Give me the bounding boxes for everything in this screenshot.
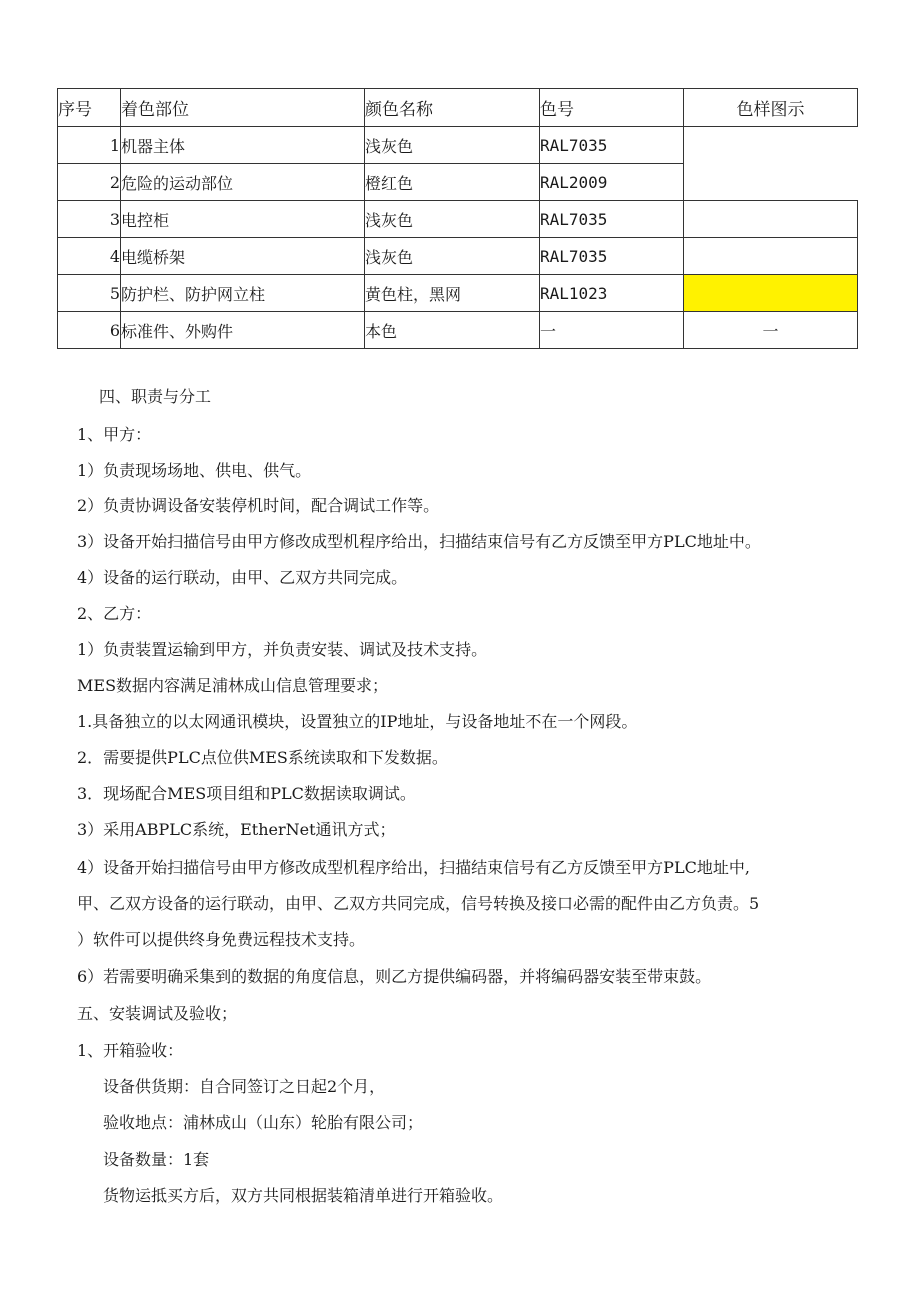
cell-no: 1 <box>58 127 121 164</box>
section-heading-installation: 五、安装调试及验收； <box>77 1004 238 1023</box>
cell-color-code: RAL1023 <box>540 275 684 312</box>
cell-color-name: 橙红色 <box>365 164 540 201</box>
header-color-code: 色号 <box>540 89 684 127</box>
text-line: 3．现场配合MES项目组和PLC数据读取调试。 <box>77 784 416 803</box>
table-row <box>58 312 858 349</box>
text-line: 3）采用ABPLC系统，EtherNet通讯方式； <box>77 820 396 839</box>
text-line: 2）负责协调设备安装停机时间，配合调试工作等。 <box>77 496 440 515</box>
header-color-name: 颜色名称 <box>365 89 540 127</box>
cell-color-name: 黄色柱，黑网 <box>365 275 540 312</box>
cell-part: 电控柜 <box>121 201 365 238</box>
text-line: ）软件可以提供终身免费远程技术支持。 <box>77 930 366 949</box>
cell-part: 电缆桥架 <box>121 238 365 275</box>
cell-no: 4 <box>58 238 121 275</box>
text-line: 甲、乙双方设备的运行联动，由甲、乙双方共同完成，信号转换及接口必需的配件由乙方负责。5 <box>77 894 760 913</box>
cell-no: 5 <box>58 275 121 312</box>
table-row <box>58 164 858 201</box>
cell-swatch-yellow <box>684 275 858 312</box>
cell-color-code: RAL7035 <box>540 238 684 275</box>
text-line: 验收地点：浦林成山（山东）轮胎有限公司； <box>103 1113 424 1132</box>
cell-color-name: 本色 <box>365 312 540 349</box>
text-line: 1）负责现场场地、供电、供气。 <box>77 461 312 480</box>
cell-swatch <box>684 201 858 238</box>
table-row <box>58 127 858 164</box>
header-part: 着色部位 <box>121 89 365 127</box>
subheading-unpacking: 1、开箱验收： <box>77 1041 184 1060</box>
subheading-party-b: 2、乙方： <box>77 604 152 623</box>
cell-no: 6 <box>58 312 121 349</box>
table-row <box>58 201 858 238</box>
section-heading-duties: 四、职责与分工 <box>99 387 212 406</box>
text-line: 4）设备的运行联动，由甲、乙双方共同完成。 <box>77 568 408 587</box>
table-row <box>58 238 858 275</box>
text-line: 货物运抵买方后，双方共同根据装箱清单进行开箱验收。 <box>103 1186 504 1205</box>
cell-swatch <box>684 238 858 275</box>
color-spec-table <box>57 88 858 349</box>
cell-color-name: 浅灰色 <box>365 201 540 238</box>
header-swatch: 色样图示 <box>684 89 858 127</box>
cell-color-code: RAL7035 <box>540 127 684 164</box>
text-line: 1）负责装置运输到甲方，并负责安装、调试及技术支持。 <box>77 640 488 659</box>
text-line: 6）若需要明确采集到的数据的角度信息，则乙方提供编码器，并将编码器安装至带束鼓。 <box>77 967 712 986</box>
header-no: 序号 <box>58 89 121 127</box>
text-line: 1.具备独立的以太网通讯模块，设置独立的IP地址，与设备地址不在一个网段。 <box>77 712 638 731</box>
text-line: 设备供货期：自合同签订之日起2个月， <box>103 1077 386 1096</box>
cell-color-code: RAL7035 <box>540 201 684 238</box>
subheading-party-a: 1、甲方： <box>77 425 152 444</box>
cell-color-name: 浅灰色 <box>365 238 540 275</box>
cell-no: 3 <box>58 201 121 238</box>
cell-swatch: 一 <box>684 312 858 349</box>
cell-color-code: RAL2009 <box>540 164 684 201</box>
cell-part: 危险的运动部位 <box>121 164 365 201</box>
cell-color-name: 浅灰色 <box>365 127 540 164</box>
text-line: 4）设备开始扫描信号由甲方修改成型机程序给出，扫描结束信号有乙方反馈至甲方PLC地址中, <box>77 858 750 877</box>
table-row <box>58 275 858 312</box>
text-line: 2．需要提供PLC点位供MES系统读取和下发数据。 <box>77 748 448 767</box>
text-line: 设备数量：1套 <box>103 1150 210 1169</box>
cell-part: 标准件、外购件 <box>121 312 365 349</box>
cell-part: 防护栏、防护网立柱 <box>121 275 365 312</box>
text-line: MES数据内容满足浦林成山信息管理要求； <box>77 676 389 695</box>
text-line: 3）设备开始扫描信号由甲方修改成型机程序给出，扫描结束信号有乙方反馈至甲方PLC地址中。 <box>77 532 761 551</box>
cell-color-code: 一 <box>540 312 684 349</box>
table-header-row <box>58 89 858 127</box>
cell-no: 2 <box>58 164 121 201</box>
cell-part: 机器主体 <box>121 127 365 164</box>
